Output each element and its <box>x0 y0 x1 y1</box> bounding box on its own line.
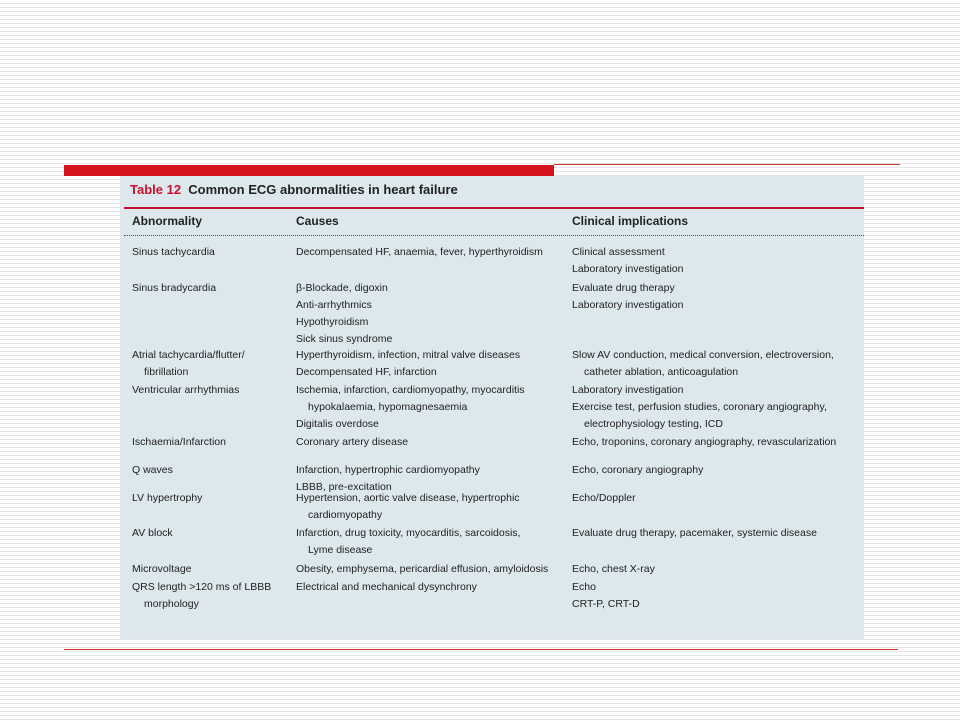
cell-line: Lyme disease <box>308 544 373 556</box>
cell-line: Hypertension, aortic valve disease, hypertrophic <box>296 492 520 504</box>
cell-implications <box>572 579 862 613</box>
cell-implications <box>572 434 862 451</box>
cell-line: Atrial tachycardia/flutter/ <box>132 349 245 361</box>
cell-line: Sick sinus syndrome <box>296 333 393 345</box>
cell-line: Decompensated HF, infarction <box>296 366 437 378</box>
cell-line: CRT-P, CRT-D <box>572 598 640 610</box>
cell-abnormality <box>132 579 292 613</box>
cell-line: Ischemia, infarction, cardiomyopathy, myocarditis <box>296 384 525 396</box>
header-dotted-rule <box>124 235 864 236</box>
cell-line: QRS length >120 ms of LBBB <box>132 581 272 593</box>
red-accent-bar <box>64 165 554 176</box>
cell-line: LBBB, pre-excitation <box>296 481 392 493</box>
cell-abnormality <box>132 490 292 507</box>
cell-causes <box>296 434 570 451</box>
cell-line: Ischaemia/Infarction <box>132 436 226 448</box>
table-title <box>130 182 458 197</box>
cell-line: morphology <box>144 598 199 610</box>
cell-line: Q waves <box>132 464 173 476</box>
cell-line: β-Blockade, digoxin <box>296 282 388 294</box>
cell-line: Ventricular arrhythmias <box>132 384 240 396</box>
bottom-rule <box>64 649 898 650</box>
cell-line: hypokalaemia, hypomagnesaemia <box>308 401 468 413</box>
cell-line: Infarction, hypertrophic cardiomyopathy <box>296 464 480 476</box>
cell-causes <box>296 561 570 578</box>
cell-line: Hyperthyroidism, infection, mitral valve diseases <box>296 349 521 361</box>
cell-causes <box>296 525 570 559</box>
cell-abnormality <box>132 244 292 261</box>
cell-line: cardiomyopathy <box>308 509 383 521</box>
cell-causes <box>296 347 570 381</box>
cell-abnormality <box>132 280 292 297</box>
cell-abnormality <box>132 525 292 542</box>
cell-causes <box>296 280 570 348</box>
cell-line: AV block <box>132 527 173 539</box>
cell-abnormality <box>132 561 292 578</box>
ecg-table-panel <box>120 176 864 639</box>
cell-implications <box>572 490 862 507</box>
table-title-text: Common ECG abnormalities in heart failure <box>188 182 458 197</box>
table-number: Table 12 <box>130 182 182 197</box>
cell-implications <box>572 347 862 381</box>
header-rule <box>124 207 864 209</box>
cell-line: Echo <box>572 581 596 593</box>
cell-line: Coronary artery disease <box>296 436 409 448</box>
cell-causes <box>296 244 570 261</box>
cell-line: Clinical assessment <box>572 246 665 258</box>
cell-line: Hypothyroidism <box>296 316 369 328</box>
cell-line: Evaluate drug therapy, pacemaker, systemic disease <box>572 527 817 539</box>
column-header-abnormality: Abnormality <box>132 214 203 228</box>
cell-line: Evaluate drug therapy <box>572 282 675 294</box>
cell-implications <box>572 382 862 433</box>
cell-implications <box>572 280 862 314</box>
cell-line: Exercise test, perfusion studies, coronary angiography, <box>572 401 827 413</box>
cell-line: Sinus bradycardia <box>132 282 217 294</box>
cell-line: Echo/Doppler <box>572 492 636 504</box>
cell-line: Decompensated HF, anaemia, fever, hyperthyroidism <box>296 246 543 258</box>
cell-line: Laboratory investigation <box>572 384 684 396</box>
cell-line: electrophysiology testing, ICD <box>584 418 723 430</box>
cell-causes <box>296 382 570 433</box>
cell-abnormality <box>132 434 292 451</box>
cell-line: Echo, chest X-ray <box>572 563 655 575</box>
cell-line: Sinus tachycardia <box>132 246 215 258</box>
cell-line: Laboratory investigation <box>572 263 684 275</box>
column-header-implications: Clinical implications <box>572 214 689 228</box>
cell-line: Echo, troponins, coronary angiography, revascularization <box>572 436 837 448</box>
cell-line: Electrical and mechanical dysynchrony <box>296 581 477 593</box>
cell-line: Laboratory investigation <box>572 299 684 311</box>
cell-implications <box>572 244 862 278</box>
cell-implications <box>572 462 862 479</box>
cell-implications <box>572 561 862 578</box>
cell-line: Obesity, emphysema, pericardial effusion, amyloidosis <box>296 563 549 575</box>
cell-line: Anti-arrhythmics <box>296 299 372 311</box>
cell-causes <box>296 579 570 596</box>
cell-causes <box>296 490 570 524</box>
cell-abnormality <box>132 382 292 399</box>
cell-line: LV hypertrophy <box>132 492 203 504</box>
cell-abnormality <box>132 462 292 479</box>
column-header-causes: Causes <box>296 214 339 228</box>
top-rule <box>554 164 900 165</box>
cell-line: Infarction, drug toxicity, myocarditis, sarcoidosis, <box>296 527 521 539</box>
cell-line: Slow AV conduction, medical conversion, electroversion, <box>572 349 834 361</box>
cell-abnormality <box>132 347 292 381</box>
cell-line: fibrillation <box>144 366 189 378</box>
cell-line: catheter ablation, anticoagulation <box>584 366 739 378</box>
cell-line: Microvoltage <box>132 563 192 575</box>
cell-implications <box>572 525 862 542</box>
cell-line: Echo, coronary angiography <box>572 464 704 476</box>
cell-line: Digitalis overdose <box>296 418 379 430</box>
